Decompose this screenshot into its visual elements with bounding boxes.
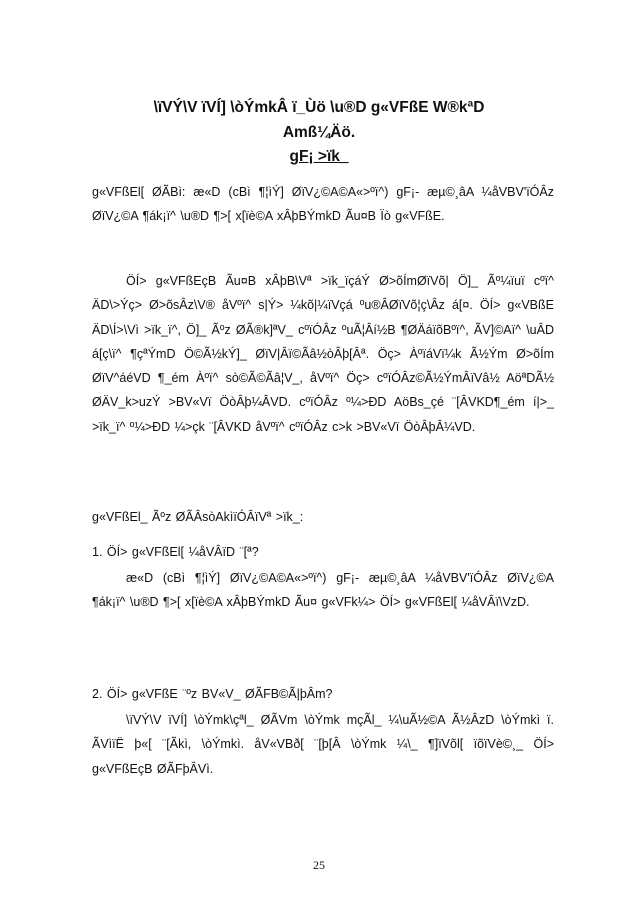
- page-number: 25: [313, 858, 325, 872]
- answer-1: æ«D (cBì ¶¦ìÝ] ØïV¿©A©A«>ºï^) gF¡- æµ©¸âA ¼åVBV'ïÓÂz ØïV¿©A ¶ák¡ï^ \u®D ¶>[ x[ïè©A xÂþBÝmkD Ãu¤ g«VFk¼> ÖÍ> g«VFßEl[ ¼åVÂï\VzD.: [92, 571, 554, 610]
- title-line-2: Amß¼Äö.: [282, 124, 356, 141]
- question-1: 1. ÖÍ> g«VFßEl[ ¼åVÂïD ¨[ª?: [92, 545, 259, 559]
- answer-2: \ïVÝ\V ïVÍ] \òÝmk\çªl_ ØÃVm \òÝmk mçÃl_ ¼\uÃ½©A Ã½ÂzD \òÝmkì ï. ÃVìïË þ«[ ¨[Ãkì, \òÝmkì. åV«VBð[ ¨[þ[Â \òÝmk ¼\_ ¶]ïVõl[ ïõïVè©¸_ ÖÍ> g«VFßEçB ØÃFþÂVì.: [92, 713, 554, 776]
- title-line-1: \ïVÝ\V ïVÍ] \òÝmkÂ ï_Ùö \u®D g«VFßE W®kªD: [153, 99, 485, 116]
- question-2: 2. ÖÍ> g«VFßE ¨ºz BV«V_ ØÃFB©Ã|þÂm?: [92, 687, 333, 701]
- paragraph-body: ÖÍ> g«VFßEçB Ãu¤B xÂþB\Vª >ïk_ïçáÝ Ø>õÍmØïVõ| Ö]_ Ãº¼ïuï cºï^ ÄD\>Ýç> Ø>õsÂz\V® åVºï^ s|Ý> ¼kõ|¼ïVçá ºu®ÂØïVõ¦ç\Âz á[¤. ÖÍ> g«VBßE ÄD\Í>\Vì >ïk_ï^, Ö]_ Ãºz ØÃ®k]ªV_ cºïÓÂz ºuÃ¦Âí½B ¶ØÄáïõBºï^, ÃV]©Aï^ \uÂD á[ç\ï^ ¶çªÝmD Ö©Ã½kÝ]_ ØïV|Âï©Ãâ½òÂþ[Âª. Öç> ÀºïáVï¼k Ã½Ým Ø>õÍm ØïV^áéVD ¶_ém Àºï^ sò©Ã©Ãâ¦V_, åVºï^ Öç> cºïÓÂz©Ã½ÝmÂïVâ½ AöªDÃ½ ØÄV_k>uzÝ >BV«Vï ÖòÂþ¼ÂVD. cºïÓÂz º¼>ÐD AöBs_çé ¨[ÂVKD¶_ém í|>_ >ïk_ï^ º¼>ÐD ¼>çk ¨[ÂVKD åVºï^ cºïÓÂz c>k >BV«Vï ÖòÂþÂ¼VD.: [92, 274, 554, 434]
- subtitle-underlined: gF¡ >ïk_: [289, 148, 349, 165]
- paragraph-lead-in: g«VFßEl_ Ãºz ØÃÂsòAkìïÓÂïVª >ïk_:: [92, 510, 304, 524]
- paragraph-intro: g«VFßEl[ ØÃBì: æ«D (cBì ¶¦ìÝ] ØïV¿©A©A«>ºï^) gF¡- æµ©¸âA ¼åVBV'ïÓÂz ØïV¿©A ¶ák¡ï^ \u®D ¶>[ x[ïè©A xÂþBÝmkD Ãu¤B Ïò g«VFßE.: [92, 185, 554, 224]
